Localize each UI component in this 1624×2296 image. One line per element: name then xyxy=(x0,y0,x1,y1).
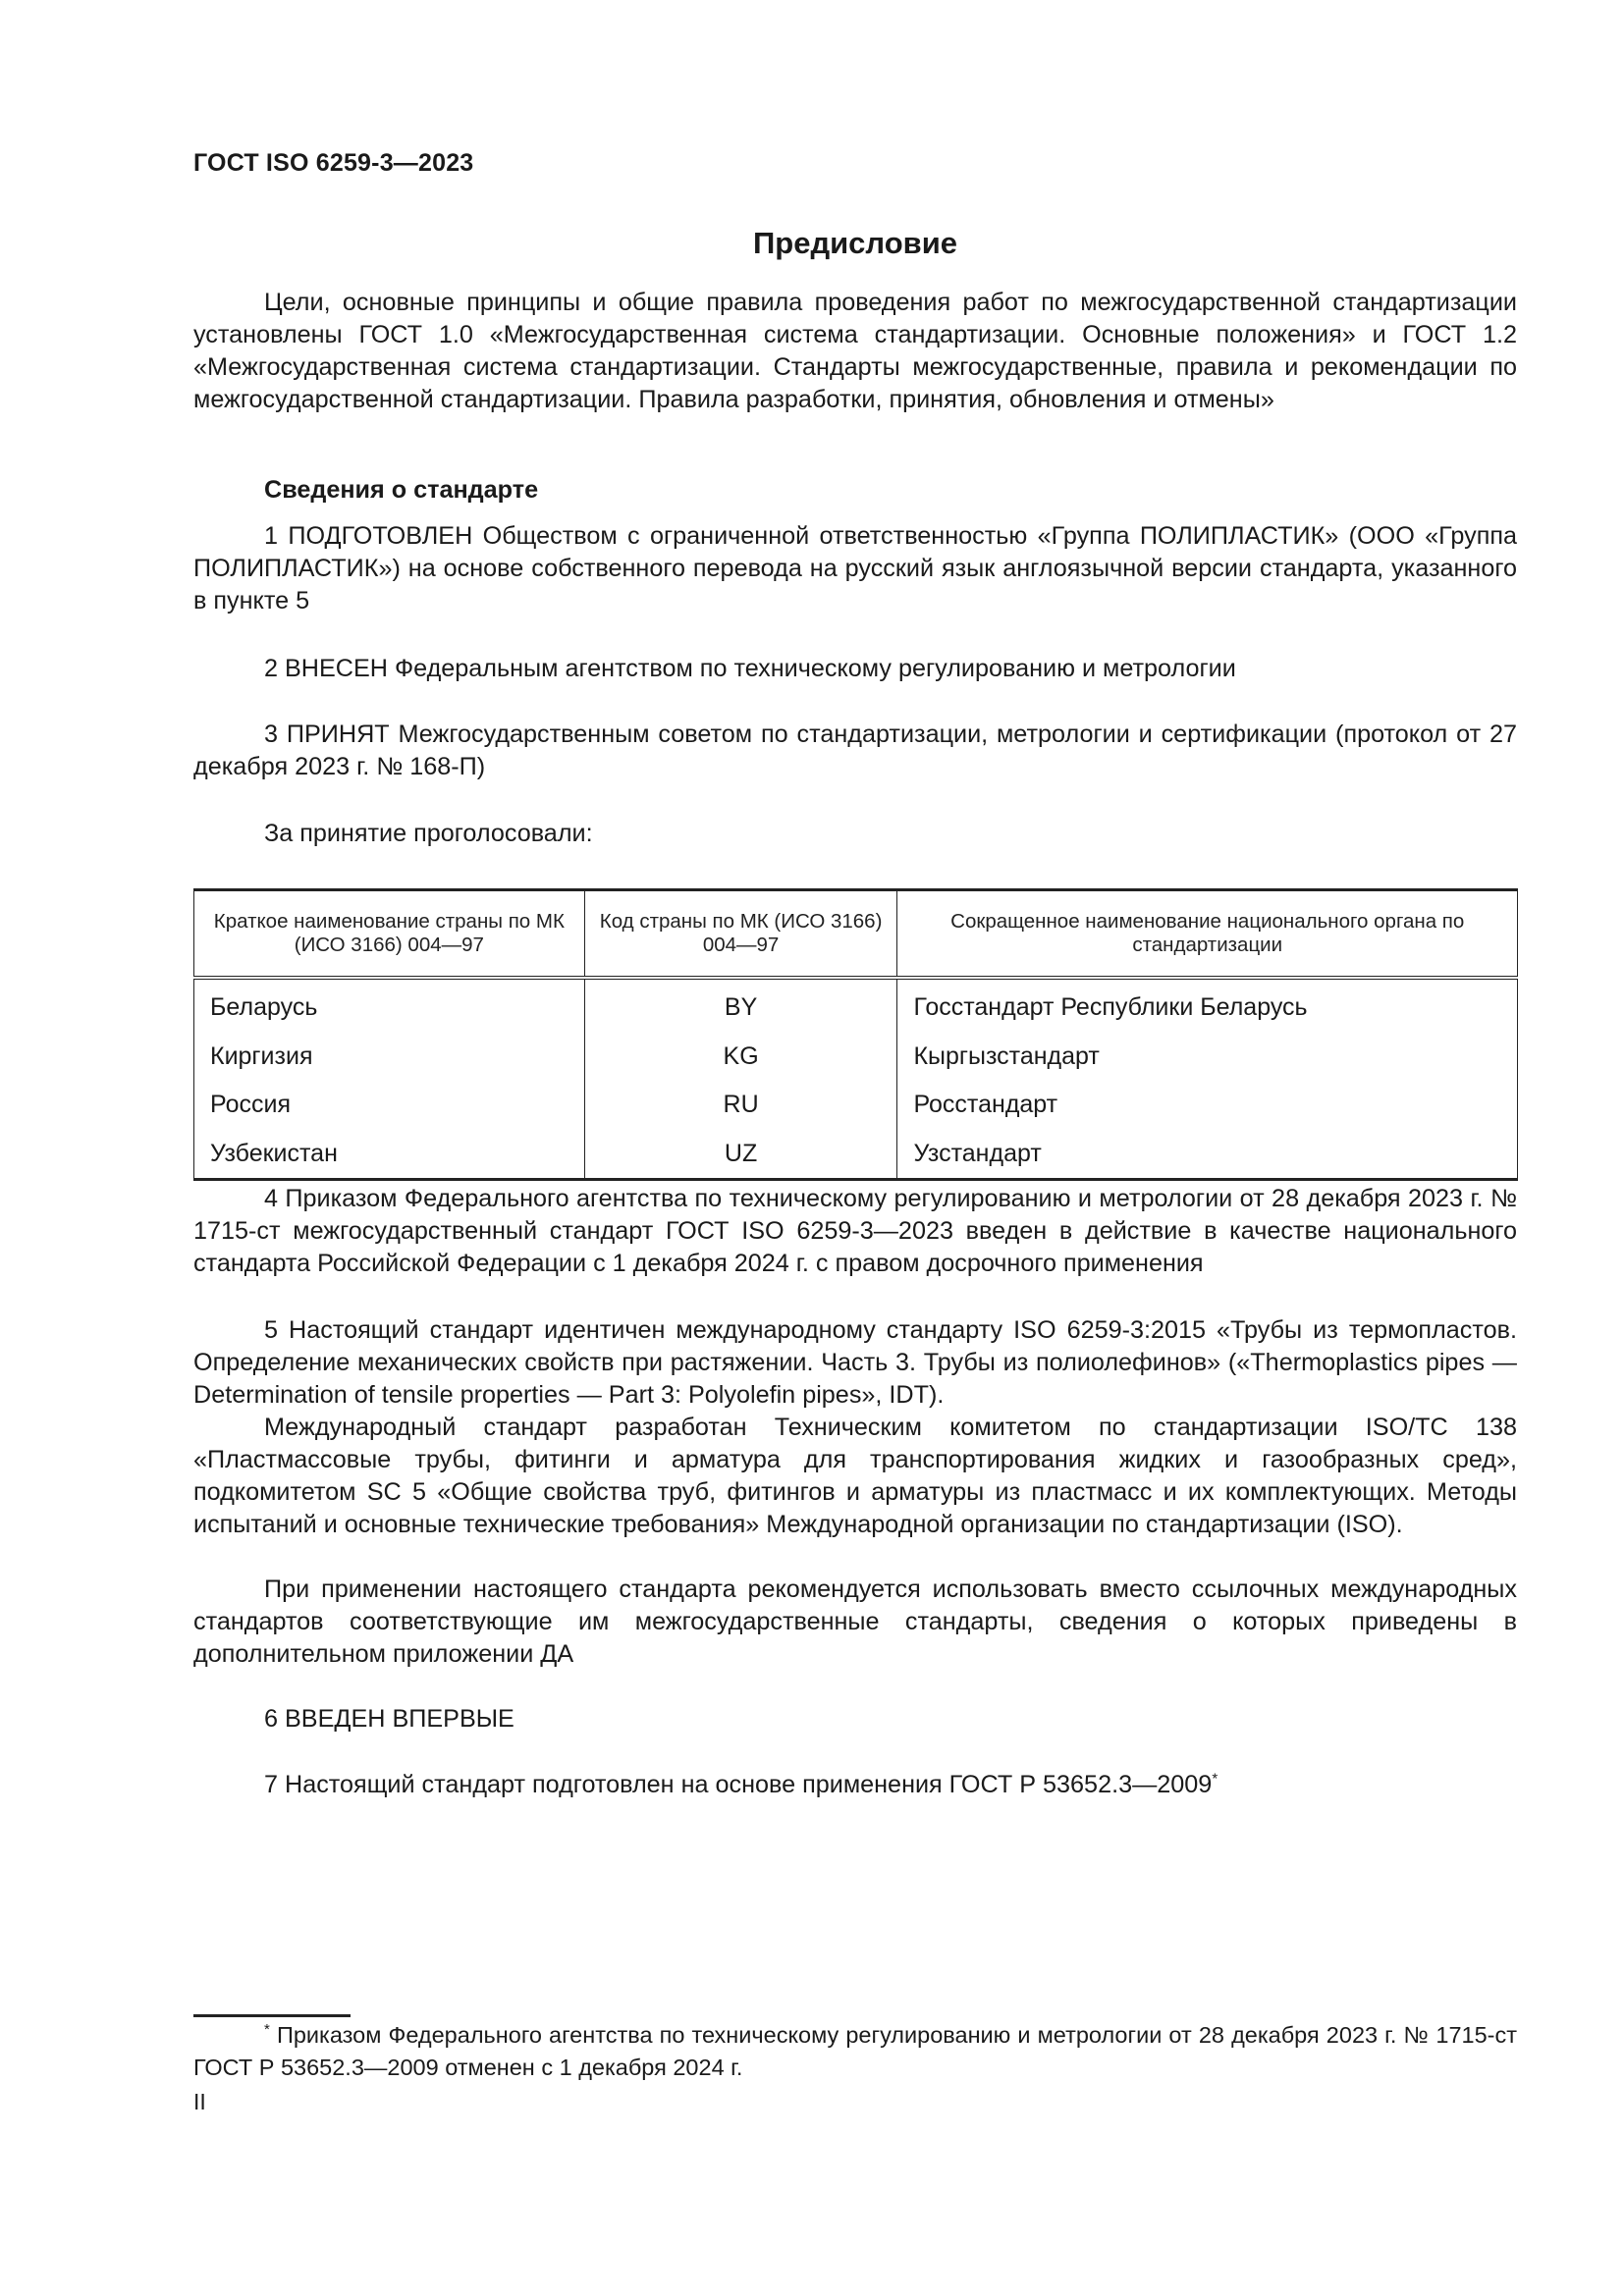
item-5-references: При применении настоящего стандарта рекомендуется использовать вместо ссылочных международных стандартов соответствующие им межгосударственные стандарты, сведения о которых приведены в дополнительном приложении ДА xyxy=(193,1575,1517,1668)
item-4-order: 4 Приказом Федерального агентства по техническому регулированию и метрологии от 28 декабря 2023 г. № 1715-ст межгосударственный стандарт ГОСТ ISO 6259-3—2023 введен в действие в качестве национального стандарта Российской Федерации с 1 декабря 2024 г. с правом досрочного применения xyxy=(193,1185,1517,1277)
item-2-introduced: 2 ВНЕСЕН Федеральным агентством по техническому регулированию и метрологии xyxy=(264,655,1236,682)
table-row xyxy=(194,1130,1518,1180)
intro-paragraph: Цели, основные принципы и общие правила проведения работ по межгосударственной стандартизации установлены ГОСТ 1.0 «Межгосударственная система стандартизации. Основные положения» и ГОСТ 1.2 «Межгосударственная система стандартизации. Стандарты межгосударственные, правила и рекомендации по межгосударственной стандартизации. Правила разработки, принятия, обновления и отмены» xyxy=(193,289,1517,413)
item-6-first-introduced: 6 ВВЕДЕН ВПЕРВЫЕ xyxy=(264,1705,514,1733)
country-code-cell: KG xyxy=(584,1033,897,1082)
national-body-cell: Росстандарт xyxy=(897,1081,1518,1130)
national-body-cell: Госстандарт Республики Беларусь xyxy=(897,978,1518,1033)
page-title: Предисловие xyxy=(752,226,957,260)
country-name-cell: Россия xyxy=(194,1081,585,1130)
table-header-row xyxy=(194,890,1518,979)
footnote xyxy=(193,2019,1517,2084)
footnote-reference-mark: * xyxy=(1212,1770,1218,1788)
voted-label: За принятие проголосовали: xyxy=(264,820,593,847)
item-5-committee: Международный стандарт разработан Техническим комитетом по стандартизации ISO/TC 138 «Пластмассовые трубы, фитинги и арматура для транспортирования жидких и газообразных сред», подкомитетом SC 5 «Общие свойства труб, фитингов и арматуры из пластмасс и их комплектующих. Методы испытаний и основные технические требования» Международной организации по стандартизации (ISO). xyxy=(193,1414,1517,1538)
country-code-cell: UZ xyxy=(584,1130,897,1180)
country-code-cell: RU xyxy=(584,1081,897,1130)
column-header-country-name: Краткое наименование страны по МК (ИСО 3166) 004—97 xyxy=(194,890,585,979)
item-5-identical: 5 Настоящий стандарт идентичен международному стандарту ISO 6259-3:2015 «Трубы из термопластов. Определение механических свойств при растяжении. Часть 3. Трубы из полиолефинов» («Thermoplastics pipes — Determination of tensile properties — Part 3: Polyolefin pipes», IDT). xyxy=(193,1316,1517,1409)
document-code-header: ГОСТ ISO 6259-3—2023 xyxy=(193,149,474,177)
country-code-cell: BY xyxy=(584,978,897,1033)
footnote-mark: * xyxy=(264,2021,270,2039)
item-7-basis xyxy=(193,1769,1517,1801)
page-number: II xyxy=(193,2089,206,2114)
table-row xyxy=(194,1081,1518,1130)
country-name-cell: Беларусь xyxy=(194,978,585,1033)
country-name-cell: Узбекистан xyxy=(194,1130,585,1180)
footnote-divider xyxy=(193,2014,351,2017)
column-header-national-body: Сокращенное наименование национального органа по стандартизации xyxy=(897,890,1518,979)
table-row xyxy=(194,978,1518,1033)
footnote-text: Приказом Федерального агентства по техническому регулированию и метрологии от 28 декабря 2023 г. № 1715-ст ГОСТ Р 53652.3—2009 отменен с 1 декабря 2024 г. xyxy=(193,2022,1518,2080)
national-body-cell: Кыргызстандарт xyxy=(897,1033,1518,1082)
item-3-adopted: 3 ПРИНЯТ Межгосударственным советом по стандартизации, метрологии и сертификации (протокол от 27 декабря 2023 г. № 168-П) xyxy=(193,721,1517,780)
voting-countries-table xyxy=(193,888,1518,1181)
column-header-country-code: Код страны по МК (ИСО 3166) 004—97 xyxy=(584,890,897,979)
section-heading: Сведения о стандарте xyxy=(264,476,539,504)
table-row xyxy=(194,1033,1518,1082)
item-1-prepared: 1 ПОДГОТОВЛЕН Обществом с ограниченной ответственностью «Группа ПОЛИПЛАСТИК» (ООО «Группа ПОЛИПЛАСТИК») на основе собственного перевода на русский язык англоязычной версии стандарта, указанного в пункте 5 xyxy=(193,522,1517,614)
item-7-text: 7 Настоящий стандарт подготовлен на основе применения ГОСТ Р 53652.3—2009 xyxy=(264,1771,1213,1798)
country-name-cell: Киргизия xyxy=(194,1033,585,1082)
national-body-cell: Узстандарт xyxy=(897,1130,1518,1180)
